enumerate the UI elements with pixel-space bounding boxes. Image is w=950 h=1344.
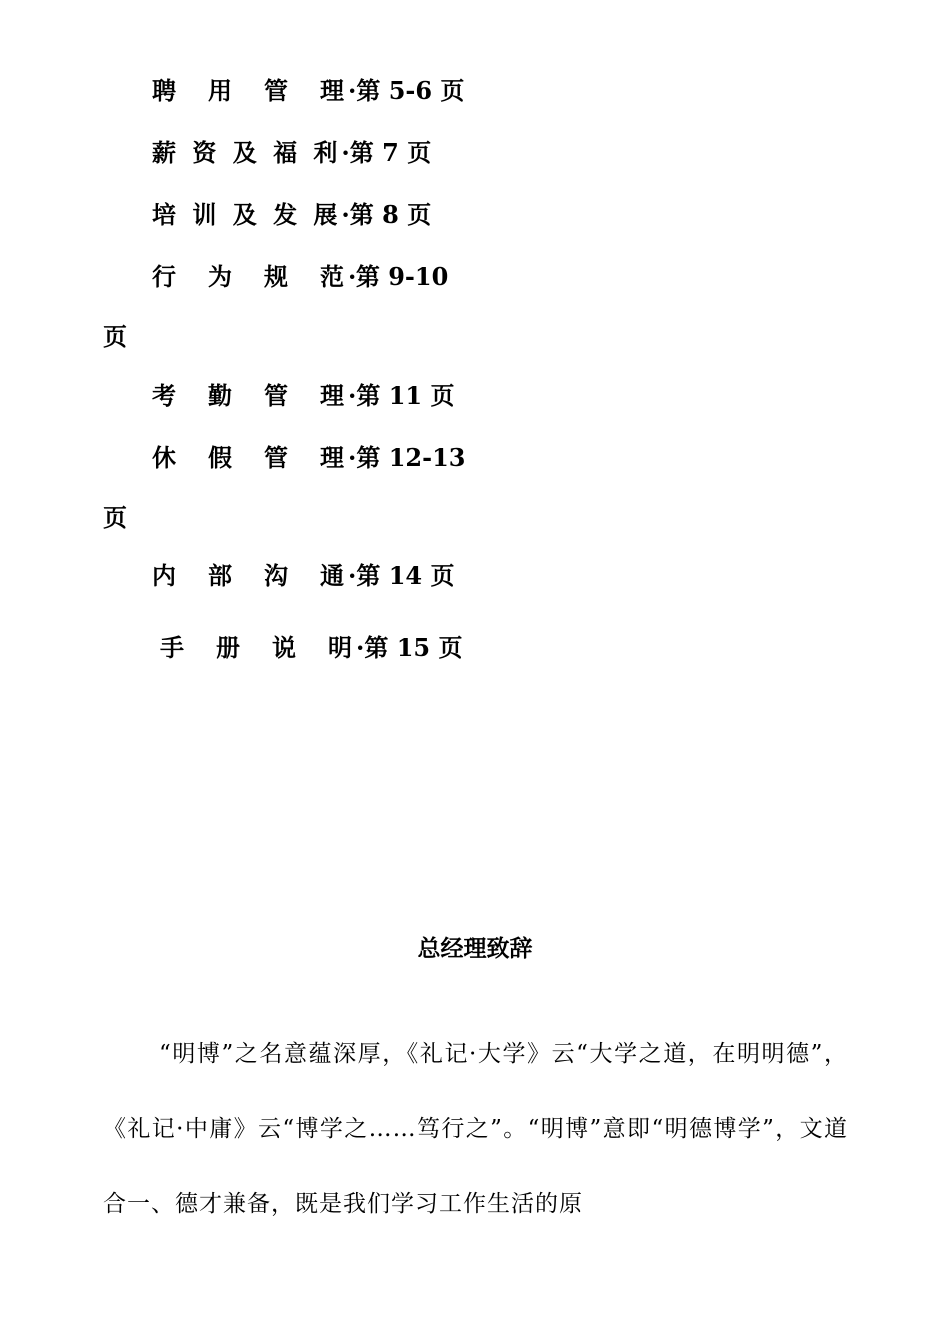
toc-label: 手 册 说 明 (160, 633, 356, 662)
toc-leader-dots: · (348, 561, 357, 590)
toc-entry-handbook-notes (160, 633, 860, 663)
toc-page-number: 第 8 页 (349, 200, 432, 229)
body-paragraph: “明博”之名意蕴深厚，《礼记·大学》云“大学之道，在明明德”，《礼记·中庸》云“博学之……笃行之”。“明博”意即“明德博学”，文道合一、德才兼备，既是我们学习工作生活的原 (103, 1041, 848, 1217)
toc-label: 行 为 规 范 (152, 262, 348, 291)
toc-page-number: 第 14 页 (356, 561, 455, 590)
toc-page-suffix: 页 (103, 503, 127, 532)
toc-leader-dots: · (356, 633, 365, 662)
toc-leader-dots: · (348, 76, 357, 105)
toc-leader-dots: · (348, 262, 356, 291)
toc-entry-communication (152, 561, 852, 591)
toc-leader-dots: · (348, 443, 357, 472)
toc-entry-conduct (152, 262, 852, 292)
toc-entry-attendance (152, 381, 852, 411)
toc-label: 休 假 管 理 (152, 443, 348, 472)
toc-page-number: 第 15 页 (364, 633, 463, 662)
toc-leader-dots: · (348, 381, 357, 410)
toc-entry-salary (152, 138, 852, 168)
toc-page-suffix: 页 (103, 322, 127, 351)
toc-entry-training (152, 200, 852, 230)
toc-label: 考 勤 管 理 (152, 381, 348, 410)
toc-page-number: 第 7 页 (349, 138, 432, 167)
toc-page-number: 第 9-10 (355, 262, 449, 291)
toc-page-number: 第 12-13 (356, 443, 466, 472)
toc-label: 薪 资 及 福 利 (152, 138, 342, 167)
toc-page-number: 第 11 页 (356, 381, 455, 410)
toc-entry-leave (152, 443, 852, 473)
toc-leader-dots: · (341, 138, 350, 167)
toc-label: 培 训 及 发 展 (152, 200, 342, 229)
toc-page-number: 第 5-6 页 (356, 76, 465, 105)
toc-label: 聘 用 管 理 (152, 76, 348, 105)
toc-entry-hiring (152, 76, 852, 106)
section-title: 总经理致辞 (417, 936, 533, 962)
toc-leader-dots: · (341, 200, 350, 229)
toc-label: 内 部 沟 通 (152, 561, 348, 590)
